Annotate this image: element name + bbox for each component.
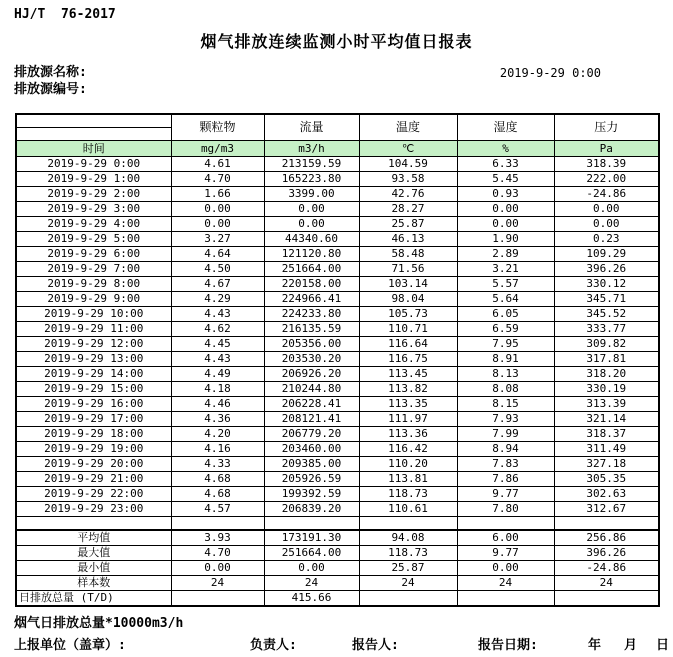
page-title: 烟气排放连续监测小时平均值日报表 — [200, 32, 473, 51]
cell-flow: 203530.20 — [264, 351, 359, 366]
cell-pressure: 302.63 — [554, 486, 659, 501]
hourly-rows — [16, 156, 659, 516]
cell-time: 2019-9-29 12:00 — [16, 336, 171, 351]
cell-particulate: 0.00 — [171, 216, 264, 231]
cell-time: 2019-9-29 18:00 — [16, 426, 171, 441]
cell-particulate: 4.61 — [171, 156, 264, 171]
summary-particulate: 3.93 — [171, 530, 264, 546]
corner-cell-top — [16, 114, 171, 127]
cell-flow: 216135.59 — [264, 321, 359, 336]
cell-flow: 44340.60 — [264, 231, 359, 246]
table-row — [16, 171, 659, 186]
cell-temperature: 113.35 — [359, 396, 457, 411]
summary-row — [16, 546, 659, 561]
table-row — [16, 426, 659, 441]
col-header-temperature: 温度 — [359, 114, 457, 140]
col-header-pressure: 压力 — [554, 114, 659, 140]
summary-pressure: -24.86 — [554, 561, 659, 576]
cell-pressure: 0.23 — [554, 231, 659, 246]
cell-time: 2019-9-29 15:00 — [16, 381, 171, 396]
spacer-cell — [457, 516, 554, 530]
cell-humidity: 8.94 — [457, 441, 554, 456]
cell-pressure: 318.20 — [554, 366, 659, 381]
summary-temperature: 94.08 — [359, 530, 457, 546]
cell-particulate: 4.33 — [171, 456, 264, 471]
cell-pressure: 327.18 — [554, 456, 659, 471]
cell-flow: 199392.59 — [264, 486, 359, 501]
cell-pressure: 309.82 — [554, 336, 659, 351]
table-row — [16, 351, 659, 366]
cell-flow: 206779.20 — [264, 426, 359, 441]
summary-temperature: 24 — [359, 576, 457, 591]
reporter-label: 报告人: — [352, 638, 399, 653]
cell-flow: 210244.80 — [264, 381, 359, 396]
table-row — [16, 336, 659, 351]
table-row — [16, 396, 659, 411]
year-label: 年 — [588, 638, 602, 653]
summary-row — [16, 591, 659, 607]
cell-pressure: 345.52 — [554, 306, 659, 321]
cell-pressure: 222.00 — [554, 171, 659, 186]
corner-cell-bottom — [16, 127, 171, 140]
cell-temperature: 113.36 — [359, 426, 457, 441]
cell-temperature: 116.64 — [359, 336, 457, 351]
cell-flow: 213159.59 — [264, 156, 359, 171]
summary-pressure: 24 — [554, 576, 659, 591]
summary-particulate: 4.70 — [171, 546, 264, 561]
summary-particulate: 0.00 — [171, 561, 264, 576]
col-header-humidity: 湿度 — [457, 114, 554, 140]
spacer-row — [16, 516, 659, 530]
cell-pressure: 333.77 — [554, 321, 659, 336]
col-header-flow: 流量 — [264, 114, 359, 140]
time-column-label: 时间 — [16, 140, 171, 156]
table-row — [16, 306, 659, 321]
summary-humidity: 0.00 — [457, 561, 554, 576]
cell-pressure: 317.81 — [554, 351, 659, 366]
cell-temperature: 113.82 — [359, 381, 457, 396]
cell-time: 2019-9-29 1:00 — [16, 171, 171, 186]
cell-time: 2019-9-29 3:00 — [16, 201, 171, 216]
cell-temperature: 42.76 — [359, 186, 457, 201]
standard-number: HJ/T 76-2017 — [14, 7, 116, 22]
table-row — [16, 231, 659, 246]
summary-temperature — [359, 591, 457, 607]
unit-pressure: Pa — [554, 140, 659, 156]
table-row — [16, 186, 659, 201]
col-header-particulate: 颗粒物 — [171, 114, 264, 140]
cell-time: 2019-9-29 21:00 — [16, 471, 171, 486]
cell-particulate: 1.66 — [171, 186, 264, 201]
cell-humidity: 8.13 — [457, 366, 554, 381]
cell-humidity: 7.86 — [457, 471, 554, 486]
cell-time: 2019-9-29 2:00 — [16, 186, 171, 201]
cell-time: 2019-9-29 17:00 — [16, 411, 171, 426]
cell-temperature: 58.48 — [359, 246, 457, 261]
source-labels — [14, 64, 87, 98]
cell-time: 2019-9-29 6:00 — [16, 246, 171, 261]
report-date-label: 报告日期: — [478, 638, 538, 653]
cell-particulate: 4.43 — [171, 351, 264, 366]
cell-flow: 206839.20 — [264, 501, 359, 516]
cell-particulate: 4.68 — [171, 471, 264, 486]
cell-flow: 224233.80 — [264, 306, 359, 321]
cell-temperature: 104.59 — [359, 156, 457, 171]
table-row — [16, 246, 659, 261]
cell-flow: 208121.41 — [264, 411, 359, 426]
cell-flow: 206926.20 — [264, 366, 359, 381]
cell-humidity: 0.00 — [457, 201, 554, 216]
cell-particulate: 4.16 — [171, 441, 264, 456]
cell-temperature: 116.42 — [359, 441, 457, 456]
cell-time: 2019-9-29 23:00 — [16, 501, 171, 516]
cell-pressure: 345.71 — [554, 291, 659, 306]
spacer-cell — [359, 516, 457, 530]
day-label: 日 — [656, 638, 670, 653]
spacer-cell — [171, 516, 264, 530]
cell-temperature: 71.56 — [359, 261, 457, 276]
cell-humidity: 9.77 — [457, 486, 554, 501]
cell-pressure: 311.49 — [554, 441, 659, 456]
cell-time: 2019-9-29 22:00 — [16, 486, 171, 501]
source-code-label: 排放源编号: — [14, 82, 87, 97]
summary-row — [16, 576, 659, 591]
cell-pressure: 330.19 — [554, 381, 659, 396]
cell-flow: 251664.00 — [264, 261, 359, 276]
cell-temperature: 98.04 — [359, 291, 457, 306]
responsible-label: 负责人: — [250, 638, 297, 653]
table-row — [16, 471, 659, 486]
unit-particulate: mg/m3 — [171, 140, 264, 156]
cell-flow: 0.00 — [264, 201, 359, 216]
cell-humidity: 6.05 — [457, 306, 554, 321]
cell-humidity: 0.93 — [457, 186, 554, 201]
cell-humidity: 7.93 — [457, 411, 554, 426]
cell-pressure: 109.29 — [554, 246, 659, 261]
cell-temperature: 110.71 — [359, 321, 457, 336]
table-row — [16, 441, 659, 456]
cell-pressure: 321.14 — [554, 411, 659, 426]
cell-flow: 205926.59 — [264, 471, 359, 486]
summary-flow: 24 — [264, 576, 359, 591]
table-row — [16, 291, 659, 306]
cell-temperature: 118.73 — [359, 486, 457, 501]
cell-pressure: 312.67 — [554, 501, 659, 516]
cell-particulate: 4.20 — [171, 426, 264, 441]
cell-pressure: 318.37 — [554, 426, 659, 441]
summary-row — [16, 530, 659, 546]
cell-time: 2019-9-29 19:00 — [16, 441, 171, 456]
summary-pressure — [554, 591, 659, 607]
analyte-header-row — [16, 114, 659, 127]
summary-humidity — [457, 591, 554, 607]
cell-temperature: 103.14 — [359, 276, 457, 291]
table-row — [16, 216, 659, 231]
cell-humidity: 1.90 — [457, 231, 554, 246]
summary-label: 日排放总量 (T/D) — [16, 591, 171, 607]
summary-pressure: 256.86 — [554, 530, 659, 546]
unit-header-row — [16, 140, 659, 156]
summary-flow: 0.00 — [264, 561, 359, 576]
cell-particulate: 4.36 — [171, 411, 264, 426]
summary-label: 最大值 — [16, 546, 171, 561]
cell-particulate: 4.68 — [171, 486, 264, 501]
table-header — [16, 114, 659, 156]
cell-temperature: 116.75 — [359, 351, 457, 366]
cell-temperature: 110.61 — [359, 501, 457, 516]
summary-row — [16, 561, 659, 576]
cell-pressure: -24.86 — [554, 186, 659, 201]
cell-flow: 205356.00 — [264, 336, 359, 351]
spacer-row-group — [16, 516, 659, 530]
cell-humidity: 6.33 — [457, 156, 554, 171]
cell-temperature: 105.73 — [359, 306, 457, 321]
table-row — [16, 366, 659, 381]
cell-humidity: 8.91 — [457, 351, 554, 366]
table-row — [16, 276, 659, 291]
summary-particulate: 24 — [171, 576, 264, 591]
cell-humidity: 7.99 — [457, 426, 554, 441]
cell-pressure: 330.12 — [554, 276, 659, 291]
cell-temperature: 111.97 — [359, 411, 457, 426]
cell-flow: 0.00 — [264, 216, 359, 231]
summary-label: 平均值 — [16, 530, 171, 546]
summary-temperature: 118.73 — [359, 546, 457, 561]
cell-pressure: 318.39 — [554, 156, 659, 171]
cell-humidity: 8.08 — [457, 381, 554, 396]
summary-temperature: 25.87 — [359, 561, 457, 576]
report-datetime: 2019-9-29 0:00 — [499, 66, 601, 80]
table-row — [16, 156, 659, 171]
cell-particulate: 0.00 — [171, 201, 264, 216]
summary-humidity: 6.00 — [457, 530, 554, 546]
cell-particulate: 4.70 — [171, 171, 264, 186]
spacer-cell — [264, 516, 359, 530]
cell-time: 2019-9-29 10:00 — [16, 306, 171, 321]
cell-particulate: 4.50 — [171, 261, 264, 276]
cell-temperature: 25.87 — [359, 216, 457, 231]
cell-pressure: 0.00 — [554, 216, 659, 231]
cell-particulate: 4.57 — [171, 501, 264, 516]
cell-time: 2019-9-29 0:00 — [16, 156, 171, 171]
cell-temperature: 110.20 — [359, 456, 457, 471]
summary-label: 最小值 — [16, 561, 171, 576]
cell-time: 2019-9-29 11:00 — [16, 321, 171, 336]
cell-humidity: 7.83 — [457, 456, 554, 471]
summary-humidity: 24 — [457, 576, 554, 591]
summary-flow: 415.66 — [264, 591, 359, 607]
summary-label: 样本数 — [16, 576, 171, 591]
hourly-average-table — [15, 113, 660, 607]
cell-humidity: 5.57 — [457, 276, 554, 291]
cell-particulate: 4.18 — [171, 381, 264, 396]
summary-flow: 251664.00 — [264, 546, 359, 561]
cell-temperature: 113.45 — [359, 366, 457, 381]
spacer-cell — [554, 516, 659, 530]
table-row — [16, 486, 659, 501]
cell-time: 2019-9-29 7:00 — [16, 261, 171, 276]
cell-time: 2019-9-29 4:00 — [16, 216, 171, 231]
cell-flow: 224966.41 — [264, 291, 359, 306]
unit-humidity: % — [457, 140, 554, 156]
unit-flow: m3/h — [264, 140, 359, 156]
cell-time: 2019-9-29 20:00 — [16, 456, 171, 471]
unit-temperature: ℃ — [359, 140, 457, 156]
cell-particulate: 4.64 — [171, 246, 264, 261]
table-row — [16, 456, 659, 471]
summary-particulate — [171, 591, 264, 607]
cell-particulate: 3.27 — [171, 231, 264, 246]
month-label: 月 — [624, 638, 638, 653]
cell-flow: 165223.80 — [264, 171, 359, 186]
spacer-cell — [16, 516, 171, 530]
cell-particulate: 4.46 — [171, 396, 264, 411]
summary-flow: 173191.30 — [264, 530, 359, 546]
total-emission-note: 烟气日排放总量*10000m3/h — [14, 616, 184, 631]
cell-particulate: 4.49 — [171, 366, 264, 381]
table-row — [16, 501, 659, 516]
cell-humidity: 7.80 — [457, 501, 554, 516]
cell-flow: 220158.00 — [264, 276, 359, 291]
cell-particulate: 4.43 — [171, 306, 264, 321]
cell-flow: 3399.00 — [264, 186, 359, 201]
cell-temperature: 93.58 — [359, 171, 457, 186]
cell-time: 2019-9-29 8:00 — [16, 276, 171, 291]
source-name-label: 排放源名称: — [14, 65, 87, 80]
cell-particulate: 4.67 — [171, 276, 264, 291]
cell-particulate: 4.62 — [171, 321, 264, 336]
cell-temperature: 113.81 — [359, 471, 457, 486]
summary-pressure: 396.26 — [554, 546, 659, 561]
cell-humidity: 6.59 — [457, 321, 554, 336]
summary-rows — [16, 530, 659, 606]
cell-flow: 209385.00 — [264, 456, 359, 471]
table-row — [16, 261, 659, 276]
cell-time: 2019-9-29 13:00 — [16, 351, 171, 366]
cell-humidity: 0.00 — [457, 216, 554, 231]
cell-time: 2019-9-29 16:00 — [16, 396, 171, 411]
cell-particulate: 4.29 — [171, 291, 264, 306]
cell-pressure: 313.39 — [554, 396, 659, 411]
cell-temperature: 28.27 — [359, 201, 457, 216]
table-row — [16, 321, 659, 336]
cell-particulate: 4.45 — [171, 336, 264, 351]
cell-flow: 206228.41 — [264, 396, 359, 411]
cell-time: 2019-9-29 5:00 — [16, 231, 171, 246]
table-row — [16, 381, 659, 396]
cell-humidity: 2.89 — [457, 246, 554, 261]
cell-humidity: 5.64 — [457, 291, 554, 306]
cell-pressure: 396.26 — [554, 261, 659, 276]
cell-temperature: 46.13 — [359, 231, 457, 246]
cell-flow: 203460.00 — [264, 441, 359, 456]
table-row — [16, 201, 659, 216]
cell-pressure: 0.00 — [554, 201, 659, 216]
cell-humidity: 3.21 — [457, 261, 554, 276]
cell-time: 2019-9-29 14:00 — [16, 366, 171, 381]
cell-humidity: 7.95 — [457, 336, 554, 351]
report-unit-label: 上报单位（盖章）: — [14, 638, 126, 653]
table-row — [16, 411, 659, 426]
cell-humidity: 8.15 — [457, 396, 554, 411]
summary-humidity: 9.77 — [457, 546, 554, 561]
cell-time: 2019-9-29 9:00 — [16, 291, 171, 306]
cell-humidity: 5.45 — [457, 171, 554, 186]
cell-flow: 121120.80 — [264, 246, 359, 261]
signoff-line — [0, 634, 673, 652]
cell-pressure: 305.35 — [554, 471, 659, 486]
